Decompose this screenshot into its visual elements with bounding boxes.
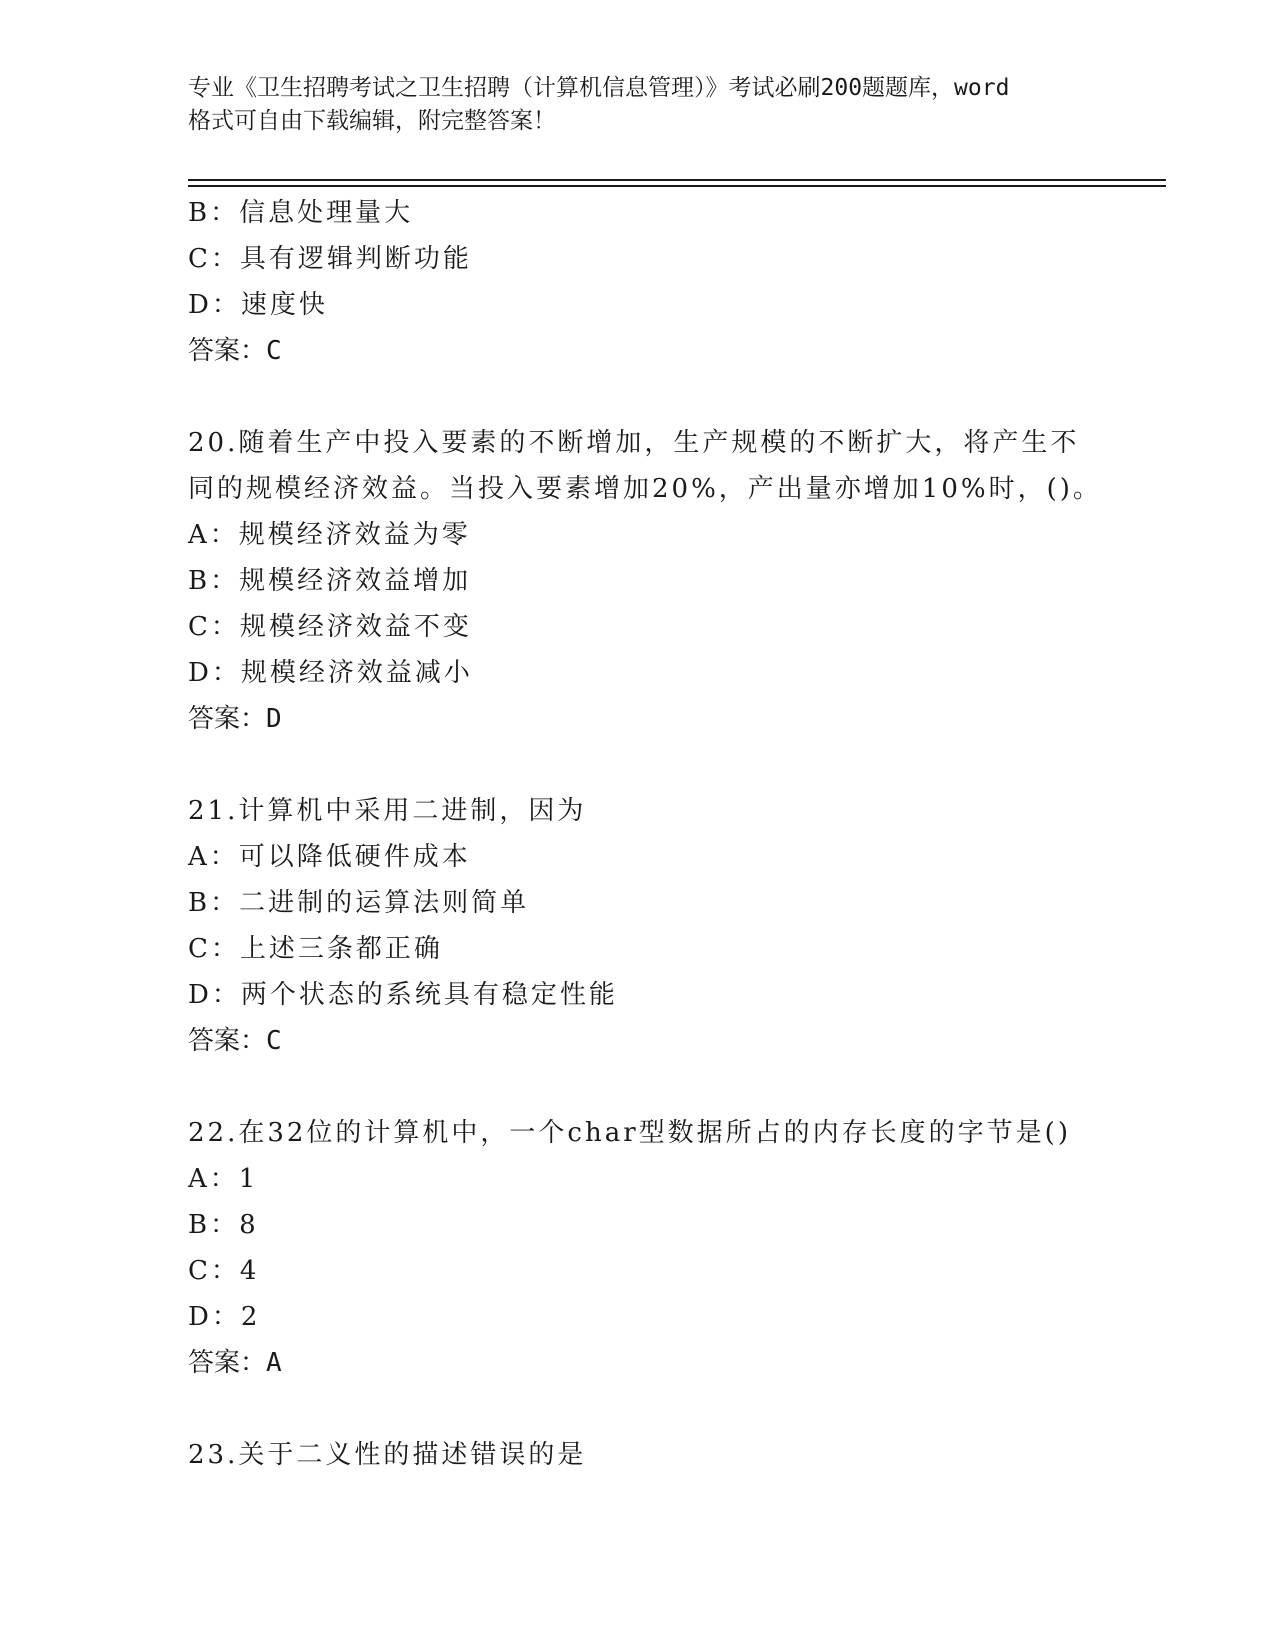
document-header — [188, 72, 1088, 138]
option-d: D：2 — [188, 1302, 261, 1332]
header-line-2: 格式可自由下载编辑，附完整答案！ — [188, 108, 556, 134]
question-23 — [188, 1432, 1088, 1478]
question-stem: 23.关于二义性的描述错误的是 — [188, 1440, 587, 1470]
option-b: B：信息处理量大 — [188, 198, 414, 228]
spacer — [188, 742, 1088, 788]
answer: 答案：C — [188, 1026, 282, 1056]
spacer — [188, 1064, 1088, 1110]
option-d: D：两个状态的系统具有稳定性能 — [188, 980, 618, 1010]
option-d: D：规模经济效益减小 — [188, 658, 473, 688]
spacer — [188, 374, 1088, 420]
answer: 答案：C — [188, 336, 282, 366]
option-d: D：速度快 — [188, 290, 328, 320]
header-line-1: 专业《卫生招聘考试之卫生招聘（计算机信息管理）》考试必刷200题题库，word — [188, 75, 1010, 101]
option-b: B：8 — [188, 1210, 259, 1240]
question-stem-line-1: 20.随着生产中投入要素的不断增加，生产规模的不断扩大，将产生不 — [188, 428, 1080, 458]
question-19 — [188, 190, 1088, 374]
option-a: A：可以降低硬件成本 — [188, 842, 471, 872]
question-list — [188, 190, 1102, 1478]
question-22 — [188, 1110, 1088, 1386]
question-stem-line-2: 同的规模经济效益。当投入要素增加20%，产出量亦增加10%时，()。 — [188, 474, 1102, 504]
answer: 答案：A — [188, 1348, 282, 1378]
option-c: C：规模经济效益不变 — [188, 612, 472, 642]
question-21 — [188, 788, 1088, 1064]
question-stem: 21.计算机中采用二进制，因为 — [188, 796, 587, 826]
header-divider-top — [188, 179, 1166, 181]
option-b: B：二进制的运算法则简单 — [188, 888, 530, 918]
header-divider-bottom — [188, 185, 1166, 187]
option-c: C：上述三条都正确 — [188, 934, 443, 964]
question-20 — [188, 420, 1102, 742]
option-c: C：4 — [188, 1256, 260, 1286]
option-b: B：规模经济效益增加 — [188, 566, 472, 596]
option-c: C：具有逻辑判断功能 — [188, 244, 472, 274]
spacer — [188, 1386, 1088, 1432]
question-stem: 22.在32位的计算机中，一个char型数据所占的内存长度的字节是() — [188, 1118, 1071, 1148]
option-a: A：规模经济效益为零 — [188, 520, 471, 550]
option-a: A：1 — [188, 1164, 259, 1194]
answer: 答案：D — [188, 704, 282, 734]
